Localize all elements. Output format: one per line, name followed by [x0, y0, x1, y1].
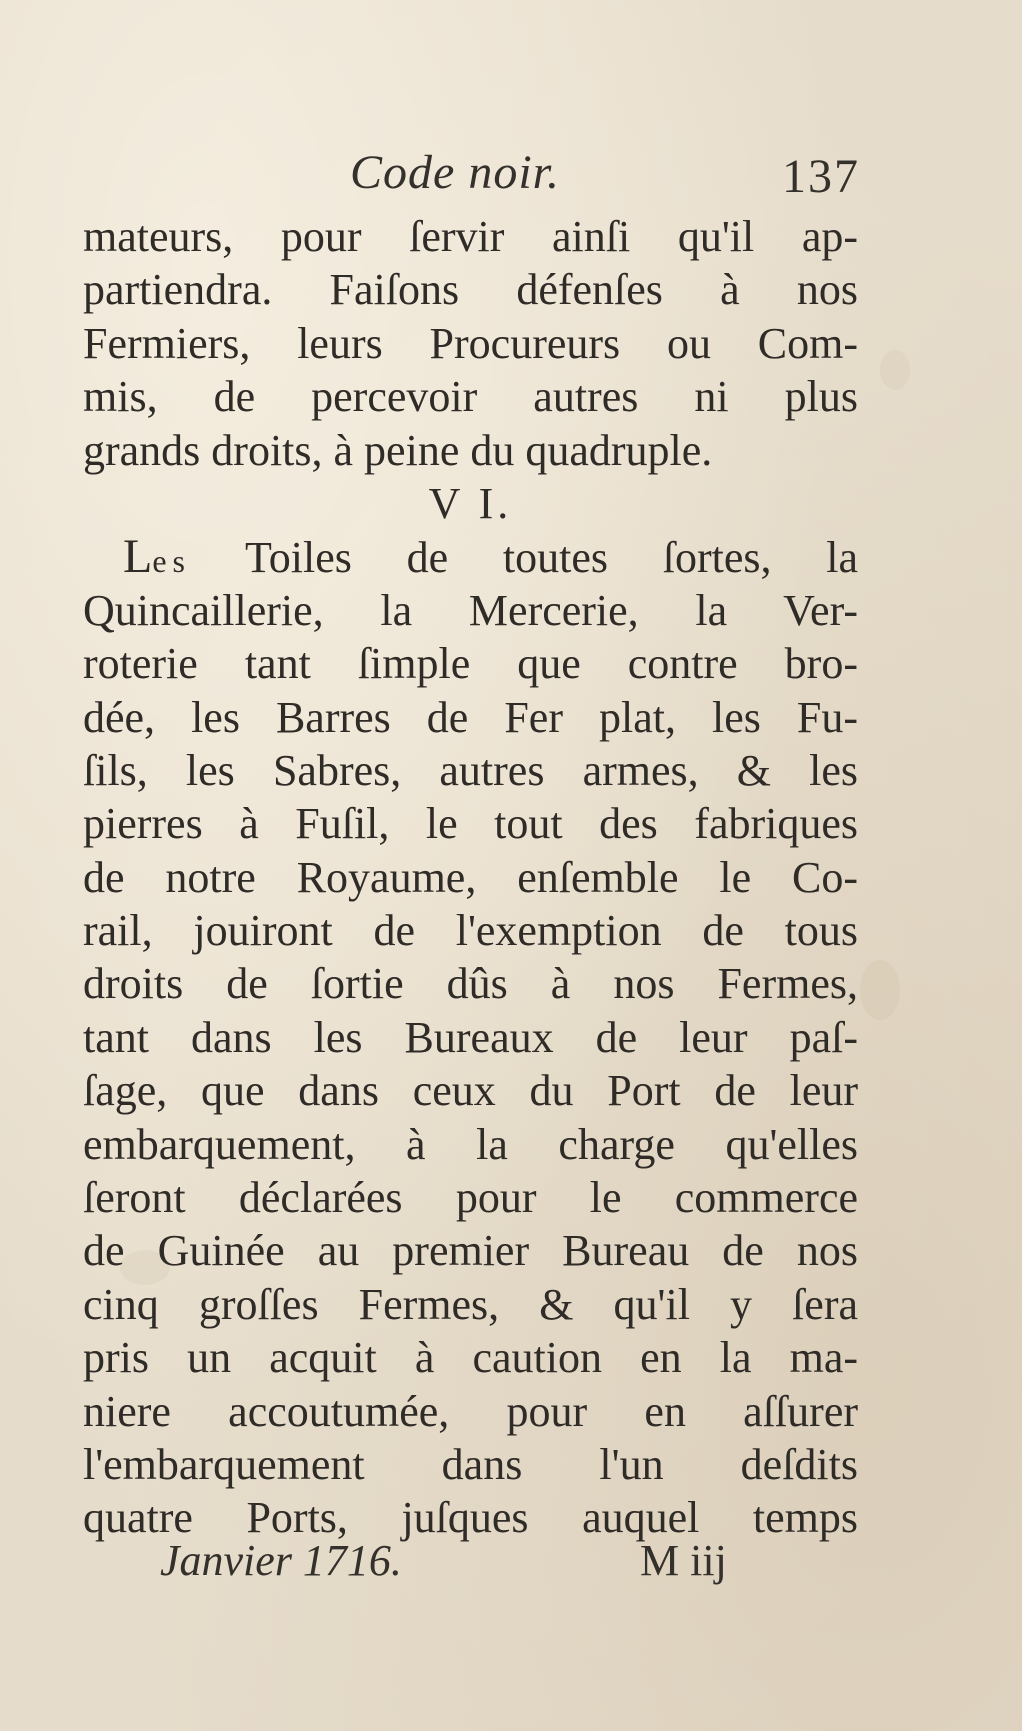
text-line: ſils, les Sabres, autres armes, & les [83, 745, 858, 795]
text-line: pierres à Fuſil, le tout des fabriques [83, 799, 858, 849]
text-line: mateurs, pour ſervir ainſi qu'il ap- [83, 212, 858, 261]
text-line: niere accoutumée, pour en aſſurer [83, 1386, 858, 1436]
text-line: de notre Royaume, enſemble le Co- [83, 852, 858, 902]
page-number: 137 [782, 150, 860, 203]
text-line: rail, jouiront de l'exemption de tous [83, 906, 858, 956]
footer-date: Janvier 1716. [160, 1536, 402, 1585]
body-text [83, 210, 858, 1545]
section-first-line [83, 530, 858, 583]
page-footer [80, 1535, 860, 1595]
section-first-line-text: Toiles de toutes ſortes, la [244, 533, 858, 583]
text-line: quatre Ports, juſques auquel temps [83, 1493, 858, 1543]
text-line: ſage, que dans ceux du Port de leur [83, 1066, 858, 1116]
running-head-title: Code noir. [350, 146, 561, 199]
signature-mark: M iij [640, 1536, 727, 1585]
text-line: mis, de percevoir autres ni plus [83, 372, 858, 422]
text-line: Quincaillerie, la Mercerie, la Ver- [83, 585, 858, 635]
text-line: dée, les Barres de Fer plat, les Fu- [83, 692, 858, 742]
text-line: Fermiers, leurs Procureurs ou Com- [83, 318, 858, 368]
text-line: droits de ſortie dûs à nos Fermes, [83, 959, 858, 1009]
text-line: cinq groſſes Fermes, & qu'il y ſera [83, 1279, 858, 1329]
text-line: pris un acquit à caution en la ma- [83, 1333, 858, 1383]
text-line: l'embarquement dans l'un deſdits [83, 1439, 858, 1489]
section-number: V I. [428, 478, 513, 528]
text-line: grands droits, à peine du quadruple. [83, 425, 713, 475]
text-line: roterie tant ſimple que contre bro- [83, 639, 858, 689]
paper-stain [860, 960, 900, 1020]
text-line: tant dans les Bureaux de leur paſ- [83, 1012, 858, 1062]
section-initial: L [123, 530, 153, 584]
text-line: embarquement, à la charge qu'elles [83, 1119, 858, 1169]
text-line: ſeront déclarées pour le commerce [83, 1173, 858, 1223]
text-line: partiendra. Faiſons défenſes à nos [83, 265, 858, 315]
section-initial-rest: es [152, 543, 191, 580]
running-head [80, 145, 860, 205]
paper-stain [880, 350, 910, 390]
text-line: de Guinée au premier Bureau de nos [83, 1226, 858, 1276]
